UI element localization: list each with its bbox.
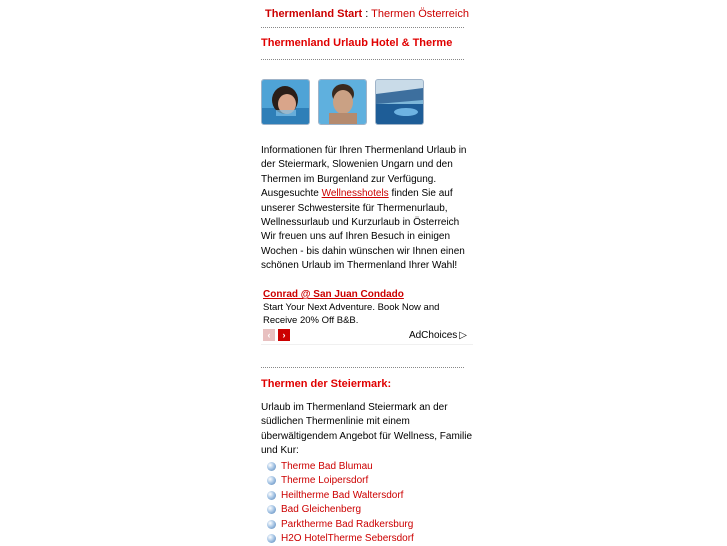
ad-body-text: Start Your Next Adventure. Book Now and Receive 20% Off B&B. xyxy=(263,302,468,327)
adchoices-icon: ▷ xyxy=(459,330,467,341)
therme-link[interactable]: Heiltherme Bad Waltersdorf xyxy=(281,490,403,501)
ad-title-link[interactable]: Conrad @ San Juan Condado xyxy=(263,289,404,300)
section-title: Thermen der Steiermark: xyxy=(261,378,391,390)
thumbnail-woman-pool[interactable] xyxy=(261,79,310,125)
thumbnail-man-pool[interactable] xyxy=(318,79,367,125)
therme-link[interactable]: Therme Loipersdorf xyxy=(281,475,368,486)
adchoices-label: AdChoices xyxy=(409,330,457,341)
ad-block xyxy=(261,289,473,345)
ad-nav xyxy=(263,329,293,341)
bullet-icon xyxy=(267,462,276,471)
intro-text-end: finden Sie auf unserer Schwestersite für Thermenurlaub, Wellnessurlaub und Kurzurlaub in Österreich Wir freuen uns auf Ihren Besuch in einigen Wochen - bis dahin wünschen wir Ihnen einen schönen Urlaub im Thermenland Ihrer Wahl! xyxy=(261,188,465,271)
bullet-icon xyxy=(267,505,276,514)
therme-link[interactable]: Bad Gleichenberg xyxy=(281,504,361,515)
therme-link[interactable]: Therme Bad Blumau xyxy=(281,461,373,472)
list-item xyxy=(267,474,414,489)
list-item xyxy=(267,532,414,546)
bullet-icon xyxy=(267,520,276,529)
ad-prev-button[interactable]: ‹ xyxy=(263,329,275,341)
page-title: Thermenland Urlaub Hotel & Therme xyxy=(261,37,452,49)
list-item xyxy=(267,488,414,503)
divider-top xyxy=(261,27,464,28)
intro-text-start: Informationen für Ihren Thermenland Urlaub in der Steiermark, Slowenien Ungarn und den Thermen im Burgenland zur Verfügung. Ausgesuchte xyxy=(261,145,466,199)
therme-link[interactable]: Parktherme Bad Radkersburg xyxy=(281,519,413,530)
list-item xyxy=(267,517,414,532)
list-item xyxy=(267,459,414,474)
ad-next-button[interactable]: › xyxy=(278,329,290,341)
wellnesshotels-link[interactable]: Wellnesshotels xyxy=(322,188,389,199)
adchoices-link[interactable] xyxy=(409,330,467,341)
breadcrumb-separator: : xyxy=(362,8,371,20)
thumbnail-row xyxy=(261,79,432,125)
breadcrumb xyxy=(265,8,469,20)
section-text: Urlaub im Thermenland Steiermark an der südlichen Thermenlinie mit einem überwältigendem Angebot für Wellness, Familie und Kur: xyxy=(261,401,473,459)
therme-list xyxy=(267,459,414,546)
bullet-icon xyxy=(267,476,276,485)
therme-link[interactable]: H2O HotelTherme Sebersdorf xyxy=(281,533,414,544)
divider-title xyxy=(261,59,464,60)
intro-text xyxy=(261,144,473,274)
bullet-icon xyxy=(267,534,276,543)
breadcrumb-current[interactable]: Thermen Österreich xyxy=(371,8,469,20)
breadcrumb-home-link[interactable]: Thermenland Start xyxy=(265,8,362,20)
list-item xyxy=(267,503,414,518)
thumbnail-pool-view[interactable] xyxy=(375,79,424,125)
divider-section xyxy=(261,367,464,368)
bullet-icon xyxy=(267,491,276,500)
